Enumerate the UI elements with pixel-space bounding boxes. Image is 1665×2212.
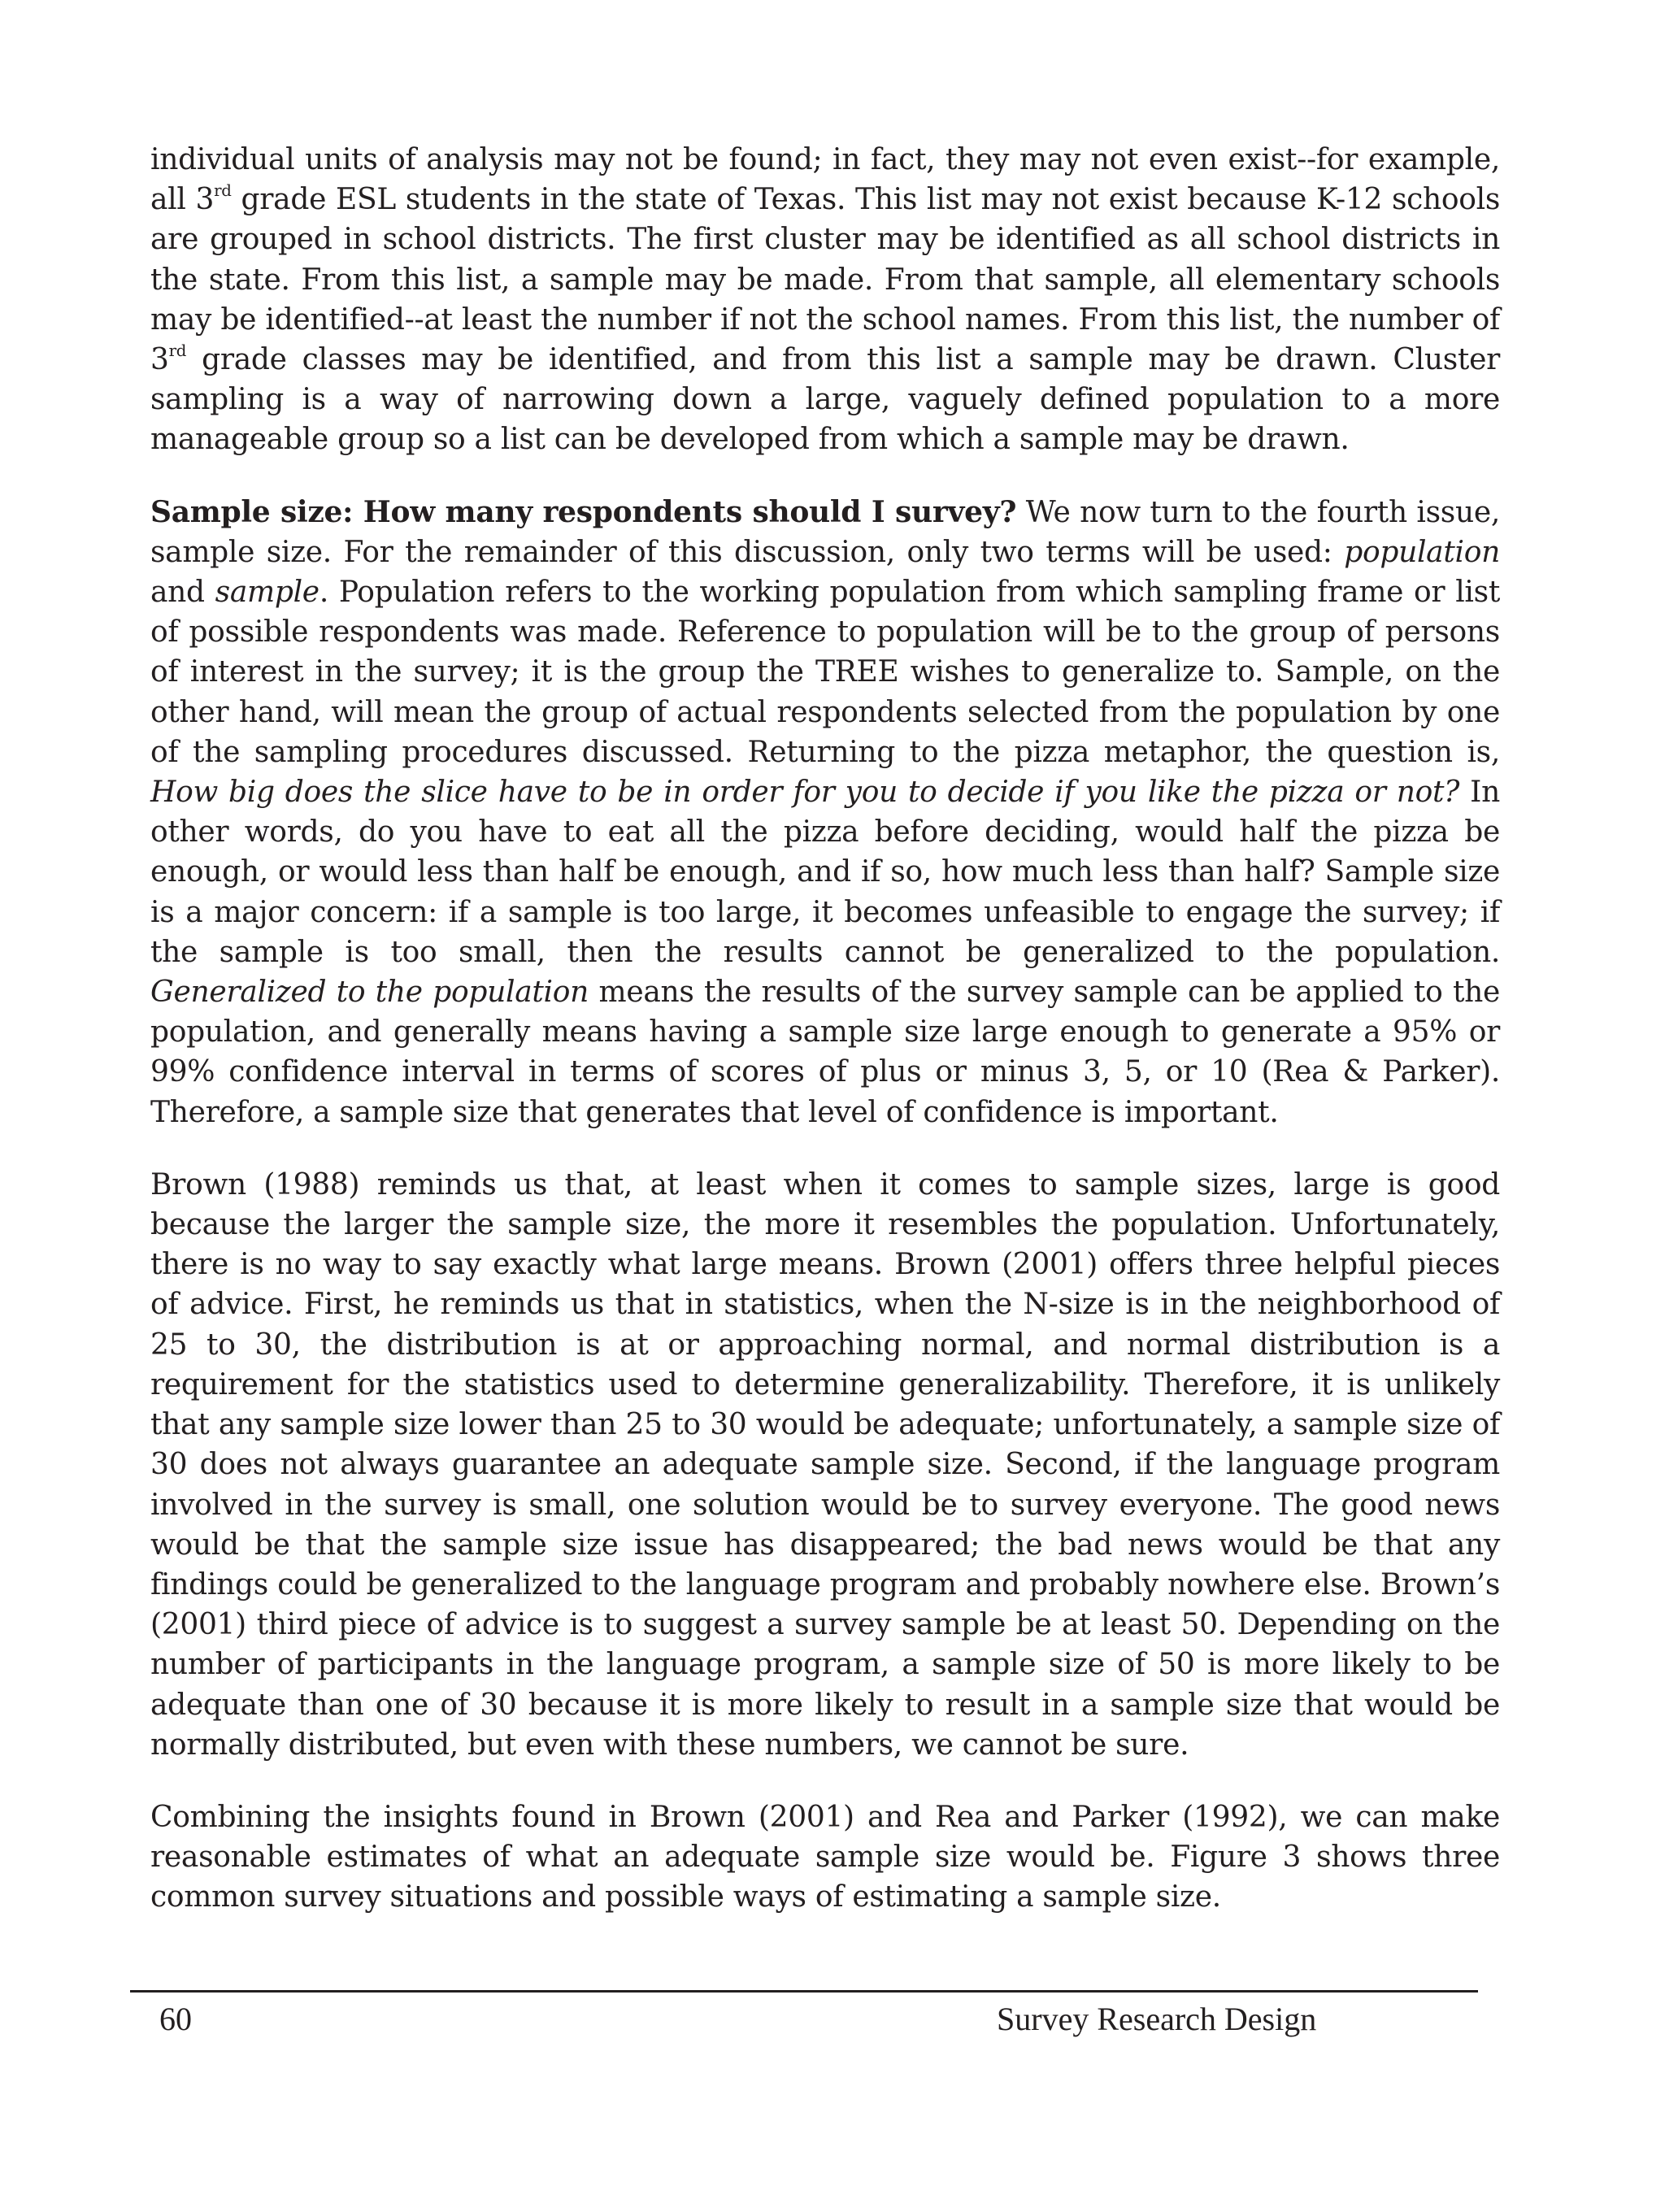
text-run: . Population refers to the working population from which sampling frame or list of possible respondents was made. Reference to population will be to the group of persons of interest in the survey; it is the group the TREE wishes to generalize to. Sample, on the other hand, will mean the group of actual respondents selected from the population by one of the sampling procedures discussed. Returning to the pizza metaphor, the question is, bbox=[150, 576, 1500, 769]
text-run: individual units of analysis may not be found; in fact, they may not even exist--for example, all 3 bbox=[150, 143, 1500, 217]
text-run: grade ESL students in the state of Texas. This list may not exist because K-12 schools are grouped in school districts. The first cluster may be identified as all school districts in the state. From this list, a sample may be made. From that sample, all elementary schools may be identified--at least the number if not the school names. From this list, the number of 3 bbox=[150, 183, 1500, 377]
running-title: Survey Research Design bbox=[997, 2001, 1317, 2037]
text-run: and bbox=[150, 576, 215, 610]
term-population: population bbox=[1344, 535, 1500, 569]
text-run: means the results of the survey sample can be applied to the population, and generally means having a sample size large enough to generate a 95% or 99% confidence interval in terms of scores of plus or minus 3, 5, or 10 (Rea & Parker). Therefore, a sample size that generates that level of confidence is important. bbox=[150, 976, 1500, 1129]
text-run: We now turn to the fourth issue, sample size. For the remainder of this discussion, only two terms will be used: bbox=[150, 495, 1500, 569]
italic-term-generalized: Generalized to the population bbox=[150, 976, 589, 1010]
paragraph-sample-size bbox=[150, 493, 1500, 1132]
paragraph-cluster-sampling bbox=[150, 140, 1500, 460]
paragraph-combining-insights: Combining the insights found in Brown (2001) and Rea and Parker (1992), we can make reasonable estimates of what an adequate sample size would be. Figure 3 shows three common survey situations and possible ways of estimating a sample size. bbox=[150, 1800, 1500, 1914]
superscript-rd: rd bbox=[168, 341, 187, 361]
paragraph-brown-advice: Brown (1988) reminds us that, at least when it comes to sample sizes, large is good because the larger the sample size, the more it resembles the population. Unfortunately, there is no way to say exactly what large means. Brown (2001) offers three helpful pieces of advice. First, he reminds us that in statistics, when the N-size is in the neighborhood of 25 to 30, the distribution is at or approaching normal, and normal distribution is a requirement for the statistics used to determine generalizability. Therefore, it is unlikely that any sample size lower than 25 to 30 would be adequate; unfortunately, a sample size of 30 does not always guarantee an adequate sample size. Second, if the language program involved in the survey is small, one solution would be to survey everyone. The good news would be that the sample size issue has disappeared; the bad news would be that any findings could be generalized to the language program and probably nowhere else. Brown’s (2001) third piece of advice is to suggest a survey sample be at least 50. Depending on the number of participants in the language program, a sample size of 50 is more likely to be adequate than one of 30 because it is more likely to result in a sample size that would be normally distributed, but even with these numbers, we cannot be sure. bbox=[150, 1167, 1500, 1762]
footer-divider bbox=[130, 1990, 1478, 1993]
page-number: 60 bbox=[159, 2001, 192, 2037]
superscript-rd: rd bbox=[214, 181, 232, 201]
text-run: grade classes may be identified, and from this list a sample may be drawn. Cluster sampling is a way of narrowing down a large, vaguely defined population to a more manageable group so a list can be developed from which a sample may be drawn. bbox=[150, 343, 1500, 457]
text-run: In other words, do you have to eat all the pizza before deciding, would half the pizza be enough, or would less than half be enough, and if so, how much less than half? Sample size is a major concern: if a sample is too large, it becomes unfeasible to engage the survey; if the sample is too small, then the results cannot be generalized to the population. bbox=[150, 776, 1500, 969]
term-sample: sample bbox=[215, 576, 320, 610]
italic-question: How big does the slice have to be in order for you to decide if you like the pizza or not? bbox=[150, 776, 1460, 810]
section-heading: Sample size: How many respondents should I survey? bbox=[150, 494, 1017, 529]
page-body bbox=[150, 140, 1500, 1950]
